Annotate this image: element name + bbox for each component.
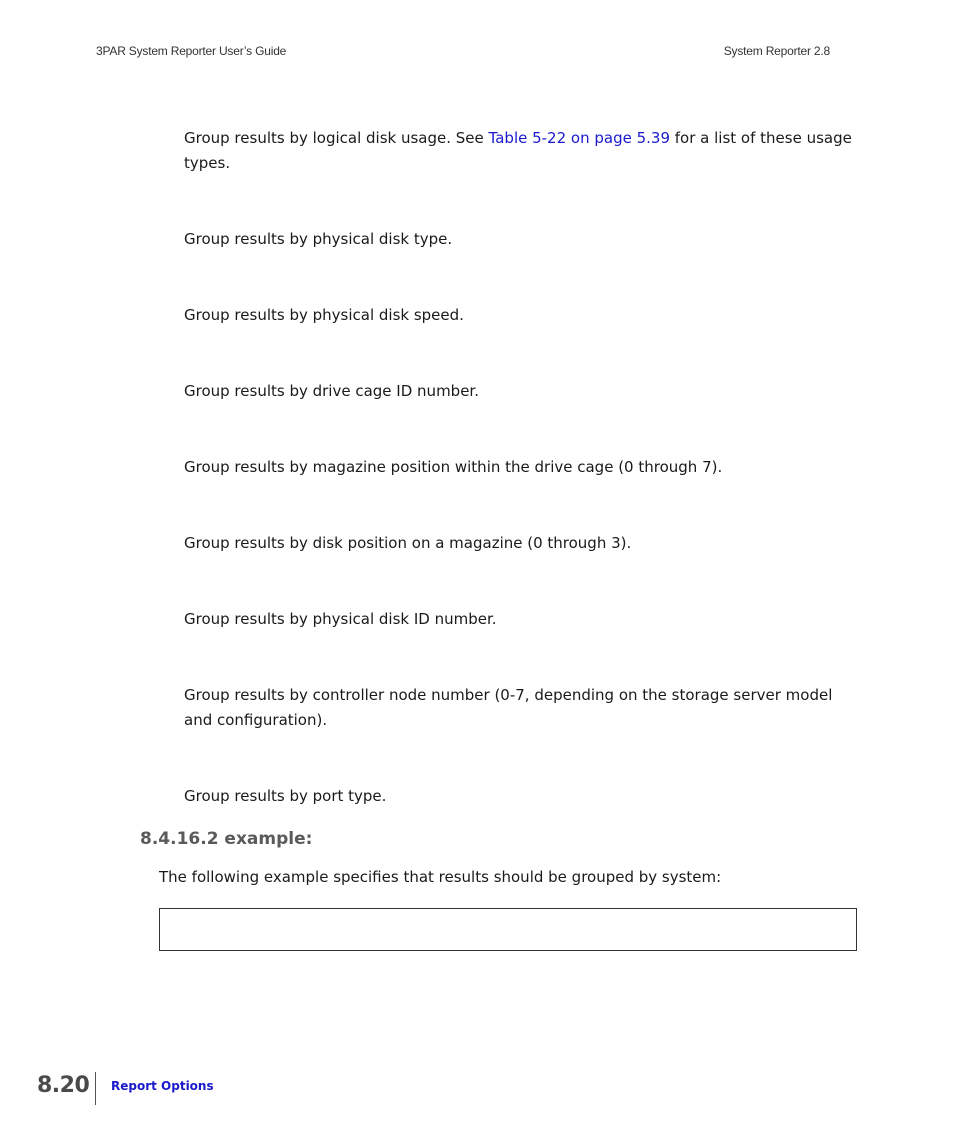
- disk-type-description: Group results by physical disk type.: [184, 230, 453, 248]
- disk-speed-description: Group results by physical disk speed.: [184, 306, 464, 324]
- footer-section-link[interactable]: Report Options: [111, 1079, 214, 1093]
- section-heading: 8.4.16.2 example:: [140, 829, 313, 849]
- footer-divider: [95, 1072, 96, 1105]
- magazine-position-description: Group results by magazine position within the drive cage (0 through 7).: [184, 458, 723, 476]
- example-intro-text: The following example specifies that results should be grouped by system:: [159, 868, 722, 886]
- cage-id-description: Group results by drive cage ID number.: [184, 382, 479, 400]
- usage-description-pre: Group results by logical disk usage. See: [184, 129, 489, 147]
- running-header-title: 3PAR System Reporter User’s Guide: [96, 44, 287, 58]
- port-type-description: Group results by port type.: [184, 787, 387, 805]
- table-reference-link[interactable]: Table 5-22 on page 5.39: [488, 129, 670, 147]
- node-number-description: Group results by controller node number (0-7, depending on the storage server model and configuration).: [184, 686, 833, 729]
- usage-description: [184, 126, 864, 176]
- disk-position-description: Group results by disk position on a magazine (0 through 3).: [184, 534, 632, 552]
- disk-id-description: Group results by physical disk ID number.: [184, 610, 497, 628]
- usage-description-post: for a list of these usage types.: [184, 129, 852, 172]
- code-example-box: [159, 908, 857, 951]
- page-number: 8.20: [37, 1073, 90, 1098]
- running-header-version: System Reporter 2.8: [723, 44, 830, 58]
